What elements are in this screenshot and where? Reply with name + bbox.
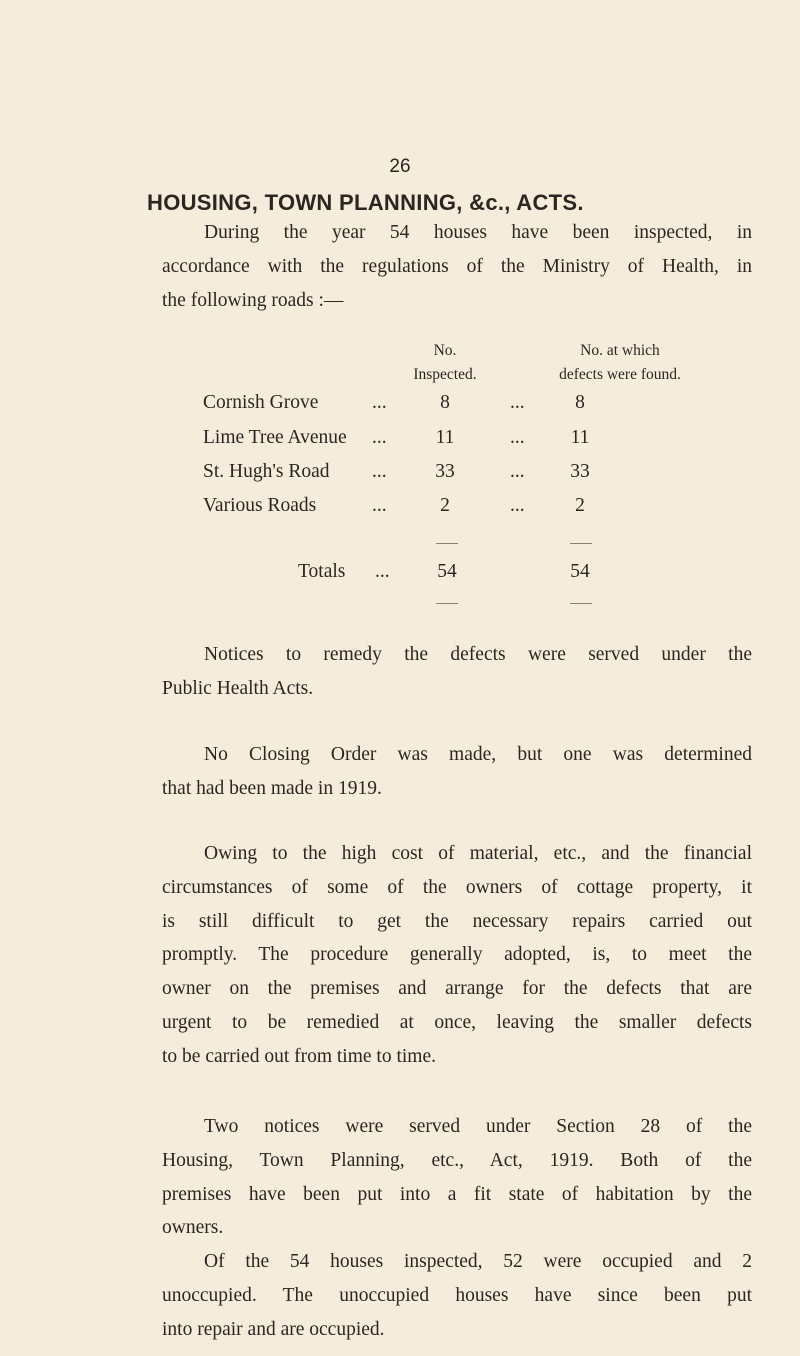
defects-value: 11 [570,427,590,448]
road-name: St. Hugh's Road [203,461,330,482]
leader-dots: ... [510,461,525,482]
leader-dots: ... [372,392,387,413]
text-line: that had been made in 1919. [162,777,382,799]
text-line: circumstances of some of the owners of cottage property, it [162,876,752,898]
rule-divider [570,603,592,604]
totals-label: Totals [298,561,346,582]
leader-dots: ... [510,495,525,516]
paragraph-repairs [162,837,752,1074]
road-name: Lime Tree Avenue [203,427,347,448]
text-line: Of the 54 houses inspected, 52 were occupied and 2 [204,1251,752,1272]
text-line: the following roads :— [162,289,344,311]
leader-dots: ... [510,427,525,448]
leader-dots: ... [372,427,387,448]
defects-value: 33 [570,461,590,482]
text-line: accordance with the regulations of the Ministry of Health, in [162,255,752,277]
paragraph-notices [162,638,752,706]
totals-inspected: 54 [437,561,457,582]
header-defects-1: No. at which [580,342,660,359]
paragraph-closing-order [162,738,752,806]
intro-paragraph [162,216,752,317]
text-line: into repair and are occupied. [162,1318,385,1340]
text-line: Owing to the high cost of material, etc., and the financial [204,843,752,864]
inspected-value: 8 [440,392,450,413]
defects-value: 2 [575,495,585,516]
inspected-value: 11 [435,427,455,448]
text-line: unoccupied. The unoccupied houses have since been put [162,1284,752,1306]
leader-dots: ... [375,561,390,582]
text-line: Housing, Town Planning, etc., Act, 1919. Both of the [162,1149,752,1171]
rule-divider [436,543,458,544]
rule-divider [570,543,592,544]
header-inspected-1: No. [433,342,457,359]
inspected-value: 33 [435,461,455,482]
section-heading: HOUSING, TOWN PLANNING, &c., ACTS. [147,190,584,215]
text-line: promptly. The procedure generally adopted, is, to meet the [162,944,752,966]
defects-value: 8 [575,392,585,413]
text-line: No Closing Order was made, but one was determined [204,744,752,765]
text-line: Two notices were served under Section 28 of the [204,1116,752,1137]
text-line: owner on the premises and arrange for the defects that are [162,978,752,1000]
paragraph-section-28 [162,1110,752,1245]
header-inspected-2: Inspected. [413,366,477,383]
text-line: During the year 54 houses have been inspected, in [204,222,752,243]
leader-dots: ... [372,461,387,482]
road-name: Cornish Grove [203,392,319,413]
road-name: Various Roads [203,495,317,516]
leader-dots: ... [510,392,525,413]
text-line: Public Health Acts. [162,677,314,699]
rule-divider [436,603,458,604]
totals-defects: 54 [570,561,590,582]
leader-dots: ... [372,495,387,516]
text-line: to be carried out from time to time. [162,1045,436,1067]
text-line: Notices to remedy the defects were served under the [204,644,752,665]
text-line: owners. [162,1217,224,1239]
paragraph-occupancy [162,1245,752,1346]
text-line: is still difficult to get the necessary repairs carried out [162,910,752,932]
header-defects-2: defects were found. [559,366,681,383]
inspected-value: 2 [440,495,450,516]
text-line: premises have been put into a fit state of habitation by the [162,1183,752,1205]
text-line: urgent to be remedied at once, leaving the smaller defects [162,1011,752,1033]
page-number: 26 [389,156,411,177]
